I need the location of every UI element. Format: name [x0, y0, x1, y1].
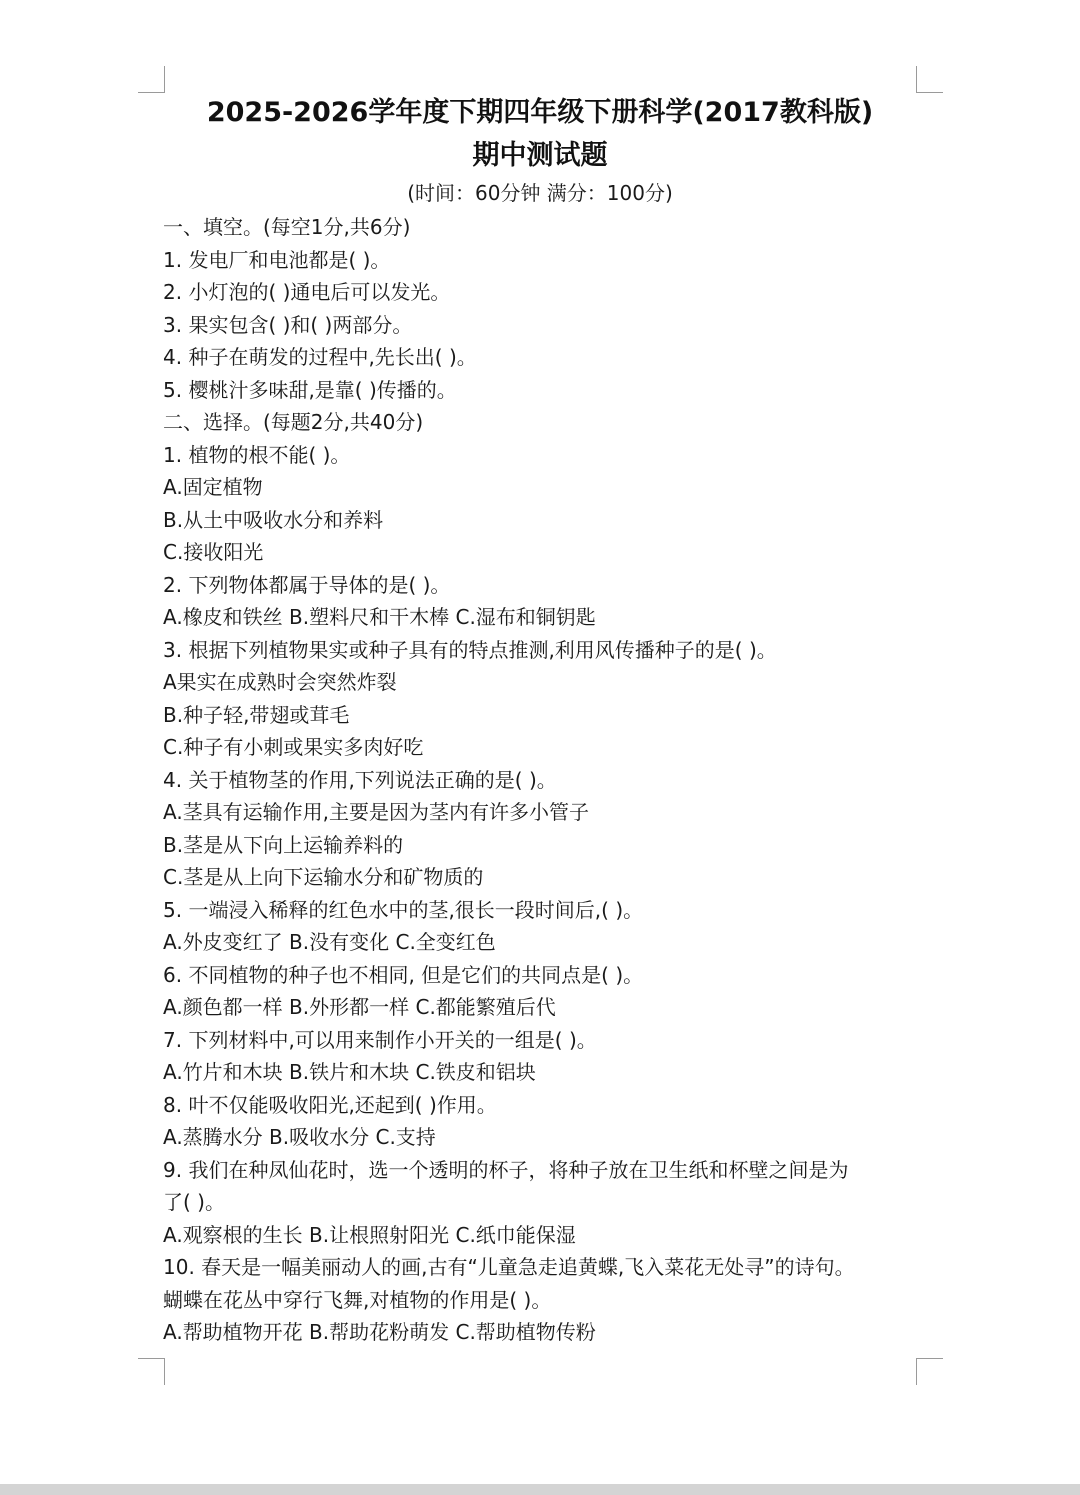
crop-mark-top-right: [916, 66, 943, 93]
text-line: C.接收阳光: [163, 540, 264, 564]
text-line: A.蒸腾水分 B.吸收水分 C.支持: [163, 1125, 436, 1149]
text-line: A.竹片和木块 B.铁片和木块 C.铁皮和铝块: [163, 1060, 536, 1084]
text-line: C.种子有小刺或果实多肉好吃: [163, 735, 424, 759]
text-line: 7. 下列材料中,可以用来制作小开关的一组是( )。: [163, 1027, 597, 1052]
text-line: 6. 不同植物的种子也不相同, 但是它们的共同点是( )。: [163, 962, 644, 987]
text-line: 蝴蝶在花丛中穿行飞舞,对植物的作用是( )。: [163, 1287, 552, 1312]
text-line: A.外皮变红了 B.没有变化 C.全变红色: [163, 930, 496, 954]
text-line: A果实在成熟时会突然炸裂: [163, 670, 397, 694]
text-line: 2. 下列物体都属于导体的是( )。: [163, 572, 451, 597]
text-line: A.颜色都一样 B.外形都一样 C.都能繁殖后代: [163, 995, 556, 1019]
text-line: A.固定植物: [163, 475, 263, 499]
document-title: 2025-2026学年度下期四年级下册科学(2017教科版): [206, 97, 874, 128]
text-line: A.橡皮和铁丝 B.塑料尺和干木棒 C.湿布和铜钥匙: [163, 605, 596, 629]
text-line: A.茎具有运输作用,主要是因为茎内有许多小管子: [163, 800, 590, 824]
text-line: A.帮助植物开花 B.帮助花粉萌发 C.帮助植物传粉: [163, 1320, 596, 1344]
text-line: 9. 我们在种凤仙花时，选一个透明的杯子，将种子放在卫生纸和杯壁之间是为: [163, 1157, 849, 1182]
text-line: 了( )。: [163, 1190, 225, 1214]
text-line: A.观察根的生长 B.让根照射阳光 C.纸巾能保湿: [163, 1222, 576, 1247]
text-line: 一、填空。(每空1分,共6分): [163, 215, 411, 239]
crop-mark-top-left: [138, 66, 165, 93]
text-line: 3. 果实包含( )和( )两部分。: [163, 312, 413, 337]
text-line: 5. 樱桃汁多味甜,是靠( )传播的。: [163, 377, 457, 402]
text-line: 1. 植物的根不能( )。: [163, 442, 351, 467]
text-line: B.种子轻,带翅或茸毛: [163, 702, 350, 727]
document-subtitle-title: 期中测试题: [472, 140, 608, 171]
text-line: 8. 叶不仅能吸收阳光,还起到( )作用。: [163, 1092, 497, 1117]
text-line: B.茎是从下向上运输养料的: [163, 832, 404, 857]
crop-mark-bottom-left: [138, 1358, 165, 1385]
text-line: 5. 一端浸入稀释的红色水中的茎,很长一段时间后,( )。: [163, 897, 644, 922]
text-line: 4. 种子在萌发的过程中,先长出( )。: [163, 345, 477, 369]
bottom-scroll-area: [0, 1484, 1080, 1495]
text-line: 1. 发电厂和电池都是( )。: [163, 247, 391, 272]
text-line: 二、选择。(每题2分,共40分): [163, 410, 424, 434]
exam-content: [163, 211, 923, 1349]
text-line: 4. 关于植物茎的作用,下列说法正确的是( )。: [163, 767, 557, 792]
crop-mark-bottom-right: [916, 1358, 943, 1385]
text-line: 10. 春天是一幅美丽动人的画,古有“儿童急走追黄蝶,飞入菜花无处寻”的诗句。: [163, 1255, 855, 1279]
text-line: 3. 根据下列植物果实或种子具有的特点推测,利用风传播种子的是( )。: [163, 637, 777, 662]
text-line: C.茎是从上向下运输水分和矿物质的: [163, 865, 484, 889]
text-line: 2. 小灯泡的( )通电后可以发光。: [163, 280, 451, 304]
exam-info: (时间：60分钟 满分：100分): [407, 181, 673, 205]
text-line: B.从土中吸收水分和养料: [163, 507, 384, 532]
